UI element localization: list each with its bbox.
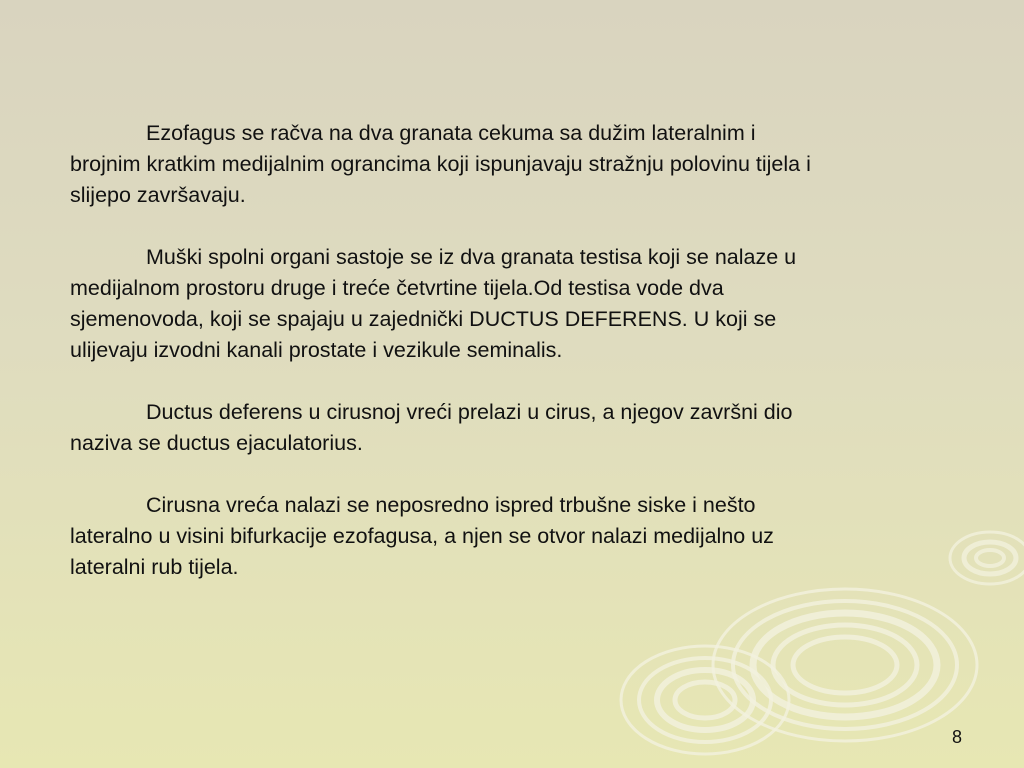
text-line: lateralno u visini bifurkacije ezofagusa, a njen se otvor nalazi medijalno uz	[70, 524, 774, 548]
text-line: ulijevaju izvodni kanali prostate i vezikule seminalis.	[70, 338, 563, 362]
text-line-content: Cirusna vreća nalazi se neposredno ispred trbušne siske i nešto	[146, 493, 756, 517]
text-line: brojnim kratkim medijalnim ograncima koji ispunjavaju stražnju polovinu tijela i	[70, 152, 811, 176]
paragraph-male-organs	[70, 242, 970, 366]
text-line-content: Ezofagus se račva na dva granata cekuma sa dužim lateralnim i	[146, 121, 756, 145]
text-line: lateralni rub tijela.	[70, 555, 239, 579]
ripple-large	[713, 589, 977, 741]
paragraph-spacer	[70, 211, 970, 242]
paragraph-spacer	[70, 366, 970, 397]
ripple-medium	[621, 646, 789, 754]
text-line: slijepo završavaju.	[70, 183, 246, 207]
text-line-content: Muški spolni organi sastoje se iz dva granata testisa koji se nalaze u	[146, 245, 797, 269]
paragraph-spacer	[70, 459, 970, 490]
text-line	[70, 490, 970, 521]
text-line: sjemenovoda, koji se spajaju u zajednički DUCTUS DEFERENS. U koji se	[70, 307, 777, 331]
paragraph-cirrus-sac	[70, 490, 970, 583]
text-line	[70, 242, 970, 273]
text-line	[70, 397, 970, 428]
paragraph-esophagus	[70, 118, 970, 211]
slide-body	[70, 118, 970, 583]
page-number: 8	[951, 727, 962, 747]
text-line: naziva se ductus ejaculatorius.	[70, 431, 363, 455]
text-line: medijalnom prostoru druge i treće četvrtine tijela.Od testisa vode dva	[70, 276, 724, 300]
paragraph-ductus-deferens	[70, 397, 970, 459]
text-line	[70, 118, 970, 149]
text-line-content: Ductus deferens u cirusnoj vreći prelazi u cirus, a njegov završni dio	[146, 400, 793, 424]
